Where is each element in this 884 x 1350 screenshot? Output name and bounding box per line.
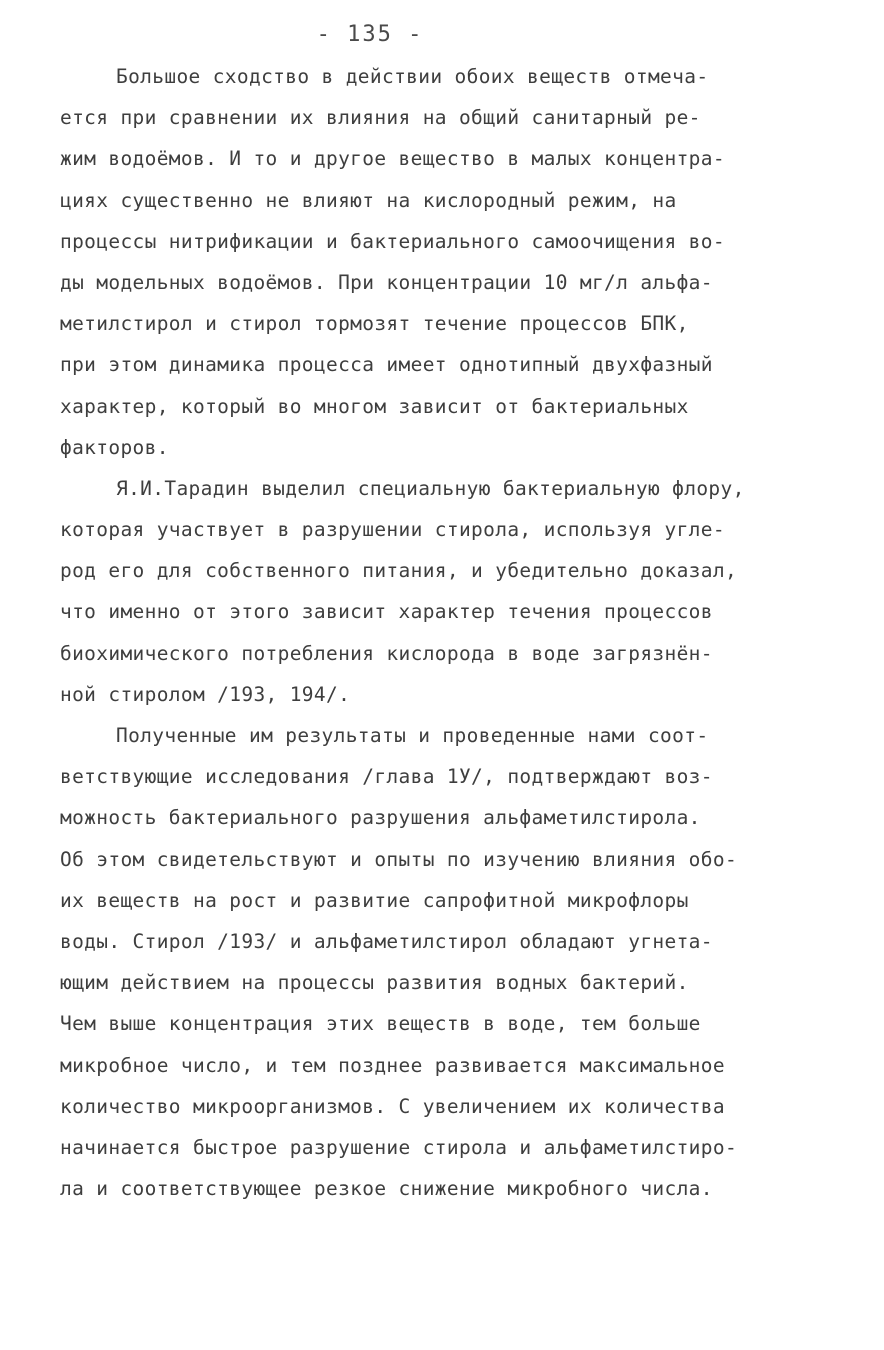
- text-line: которая участвует в разрушении стирола, используя угле-: [60, 518, 725, 542]
- text-line: можность бактериального разрушения альфаметилстирола.: [60, 806, 701, 830]
- text-line: ется при сравнении их влияния на общий санитарный ре-: [60, 106, 701, 130]
- text-line: воды. Стирол /193/ и альфаметилстирол обладают угнета-: [60, 929, 713, 953]
- text-line: факторов.: [60, 435, 169, 459]
- text-line: их веществ на рост и развитие сапрофитной микрофлоры: [60, 888, 689, 912]
- text-line: Чем выше концентрация этих веществ в воде, тем больше: [60, 1012, 701, 1036]
- text-line: ветствующие исследования /глава 1У/, подтверждают воз-: [60, 765, 713, 789]
- paragraph: [60, 468, 830, 715]
- text-line: метилстирол и стирол тормозят течение процессов БПК,: [60, 312, 689, 336]
- text-line: жим водоёмов. И то и другое вещество в малых концентра-: [60, 147, 725, 171]
- text-line: Большое сходство в действии обоих веществ отмеча-: [116, 65, 709, 88]
- text-line: Полученные им результаты и проведенные нами соот-: [116, 724, 709, 747]
- text-line: биохимического потребления кислорода в воде загрязнён-: [60, 641, 713, 665]
- text-line: ной стиролом /193, 194/.: [60, 682, 351, 706]
- text-line: род его для собственного питания, и убедительно доказал,: [60, 559, 738, 583]
- text-line: Я.И.Тарадин выделил специальную бактериальную флору,: [116, 476, 745, 500]
- text-line: при этом динамика процесса имеет однотипный двухфазный: [60, 353, 713, 377]
- text-line: количество микроорганизмов. С увеличением их количества: [60, 1094, 725, 1118]
- text-line: ла и соответствующее резкое снижение микробного числа.: [60, 1177, 713, 1201]
- paragraph: [60, 56, 830, 468]
- text-line: циях существенно не влияют на кислородный режим, на: [60, 188, 677, 212]
- text-line: Об этом свидетельствуют и опыты по изучению влияния обо-: [60, 847, 738, 871]
- text-line: ющим действием на процессы развития водных бактерий.: [60, 971, 689, 995]
- text-line: что именно от этого зависит характер течения процессов: [60, 600, 713, 624]
- text-line: процессы нитрификации и бактериального самоочищения во-: [60, 229, 725, 253]
- text-line: микробное число, и тем позднее развивается максимальное: [60, 1053, 725, 1077]
- text-line: характер, который во многом зависит от бактериальных: [60, 394, 689, 418]
- body-text: [60, 56, 830, 1209]
- text-line: начинается быстрое разрушение стирола и альфаметилстиро-: [60, 1135, 738, 1159]
- page-number: - 135 -: [316, 22, 424, 47]
- text-line: ды модельных водоёмов. При концентрации 10 мг/л альфа-: [60, 270, 713, 294]
- paragraph: [60, 715, 830, 1209]
